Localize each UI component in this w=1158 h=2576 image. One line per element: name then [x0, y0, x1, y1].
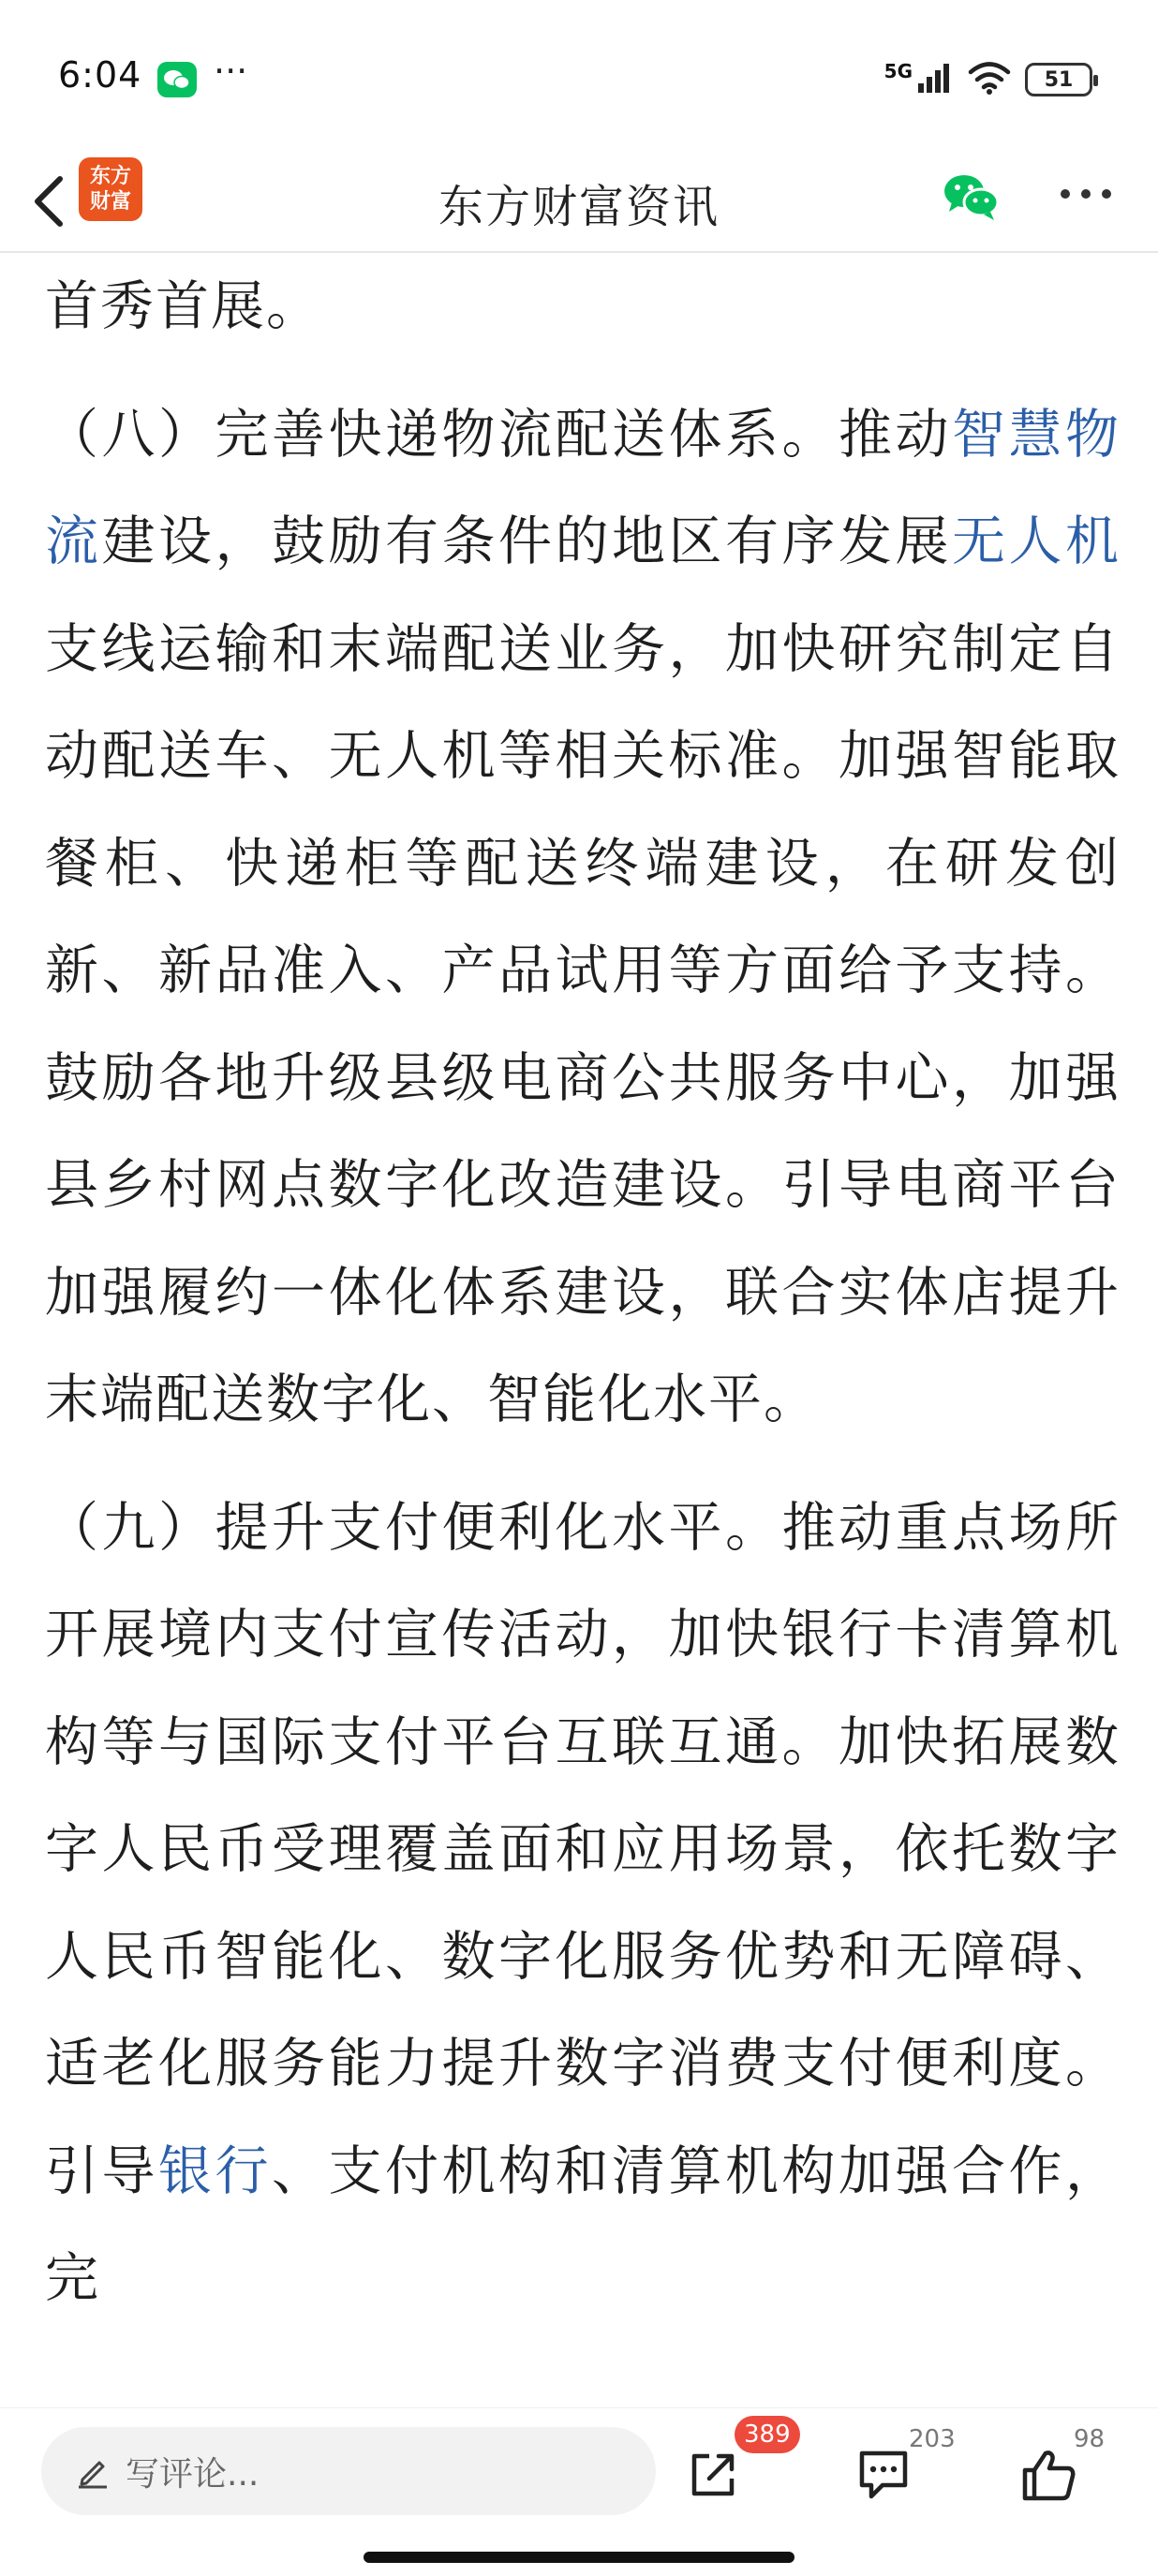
nav-bar	[0, 150, 1158, 253]
wifi-icon	[967, 60, 1012, 99]
share-icon	[685, 2447, 741, 2503]
keyword-link-bank[interactable]: 银行	[158, 2139, 272, 2202]
paragraph-text: 支线运输和末端配送业务，加快研究制定自动配送车、无人机等相关标准。加强智能取餐柜、快递柜等配送终端建设，在研发创新、新品准入、产品试用等方面给予支持。鼓励各地升级县级电商公共服务中心，加强县乡村网点数字化改造建设。引导电商平台加强履约一体化体系建设，联合实体店提升末端配送数字化、智能化水平。	[45, 617, 1121, 1430]
share-count-badge: 389	[735, 2416, 800, 2453]
wechat-notification-icon	[157, 62, 197, 97]
comment-count: 203	[909, 2425, 956, 2453]
logo-text-line1: 东方	[89, 165, 131, 188]
battery-indicator: 51	[1025, 63, 1092, 96]
paragraph-text: （八）完善快递物流配送体系。推动	[45, 403, 952, 466]
paragraph-text: 、支付机构和清算机构加强合作，完	[45, 2139, 1121, 2309]
status-indicators	[884, 58, 1092, 101]
comment-icon	[854, 2446, 913, 2504]
cellular-signal-icon	[916, 61, 954, 98]
keyword-link-drone[interactable]: 无人机	[952, 511, 1121, 572]
comment-input[interactable]	[41, 2427, 656, 2515]
network-type-label: 5G	[883, 60, 913, 82]
wechat-share-button[interactable]	[941, 169, 1002, 225]
keyword-link-smart-logistics[interactable]: 智慧物流	[45, 403, 1121, 572]
article-paragraph: 首秀首展。	[45, 275, 321, 337]
status-bar	[0, 0, 1158, 150]
home-indicator[interactable]	[364, 2552, 794, 2563]
logo-text-line2: 财富	[89, 190, 131, 214]
article-paragraph	[45, 1474, 1121, 2332]
article-body	[45, 253, 1121, 2407]
more-horizontal-icon	[1058, 187, 1114, 200]
paragraph-text: （九）提升支付便利化水平。推动重点场所开展境内支付宣传活动，加快银行卡清算机构等与国际支付平台互联互通。加快拓展数字人民币受理覆盖面和应用场景，依托数字人民币智能化、数字化服务优势和无障碍、适老化服务能力提升数字消费支付便利度。引导	[45, 1496, 1121, 2202]
status-overflow-text: ···	[214, 51, 248, 92]
wechat-icon	[941, 169, 1002, 225]
paragraph-text: 建设，鼓励有条件的地区有序发展	[101, 511, 952, 572]
like-count: 98	[1074, 2425, 1106, 2453]
more-options-button[interactable]	[1053, 163, 1119, 225]
article-paragraph	[45, 381, 1121, 1454]
page-title: 东方财富资讯	[438, 181, 720, 233]
comment-placeholder: 写评论...	[126, 2454, 260, 2494]
status-time: 6:04	[58, 54, 142, 96]
bottom-action-bar	[0, 2407, 1158, 2576]
thumbs-up-icon	[1019, 2446, 1077, 2504]
pencil-icon	[75, 2453, 111, 2489]
